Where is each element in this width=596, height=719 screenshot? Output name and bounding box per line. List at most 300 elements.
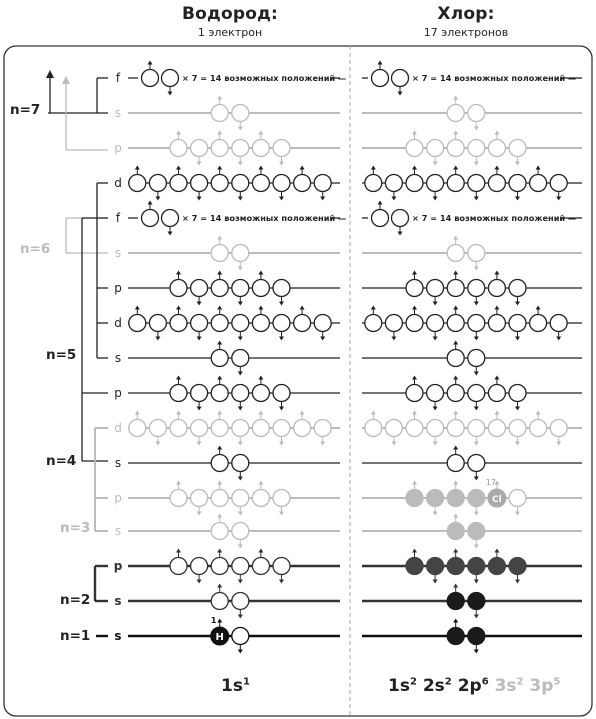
orbital-circle (427, 315, 444, 332)
orbital-circle (142, 70, 159, 87)
orbital-circle (232, 140, 249, 157)
orbital-circle (211, 140, 228, 157)
orbital-circle (211, 558, 228, 575)
orbital-circle (294, 175, 311, 192)
spin-arrowhead (238, 615, 243, 619)
orbital-circle (162, 70, 179, 87)
orbital-circle (447, 350, 464, 367)
orbital-circle (232, 523, 249, 540)
spin-arrowhead (391, 197, 396, 201)
orbital-circle (447, 455, 464, 472)
orbital-circle (509, 385, 526, 402)
orbital-circle (530, 315, 547, 332)
sublevel-label: f (115, 211, 121, 225)
shell-label: n=7 (10, 102, 41, 118)
spin-arrowhead (378, 201, 383, 205)
orbital-circle (232, 455, 249, 472)
spin-arrowhead (320, 442, 325, 446)
orbital-circle (427, 490, 444, 507)
orbital-circle (252, 140, 269, 157)
spin-arrowhead (238, 512, 243, 516)
orbital-circle (191, 175, 208, 192)
orbital-circle (427, 420, 444, 437)
spin-arrowhead (217, 584, 222, 588)
shell-label: n=4 (46, 453, 77, 469)
spin-arrowhead (168, 232, 173, 236)
spin-arrowhead (197, 302, 202, 306)
orbital-circle (211, 385, 228, 402)
sublevel-label: p (114, 281, 122, 295)
sublevel-label: p (114, 491, 122, 505)
orbital-circle (372, 70, 389, 87)
spin-arrowhead (217, 514, 222, 518)
spin-arrowhead (258, 549, 263, 553)
spin-arrowhead (433, 407, 438, 411)
orbital-circle (170, 385, 187, 402)
hydrogen-subtitle: 1 электрон (197, 26, 263, 39)
orbital-circle (211, 175, 228, 192)
spin-arrowhead (279, 337, 284, 341)
spin-arrowhead (279, 442, 284, 446)
chlorine-config-exp: 5 (553, 676, 561, 688)
spin-arrowhead (515, 197, 520, 201)
spin-arrowhead (556, 197, 561, 201)
spin-arrowhead (217, 376, 222, 380)
spin-arrowhead (453, 514, 458, 518)
spin-arrowhead (474, 162, 479, 166)
orbital-circle (232, 105, 249, 122)
spin-arrowhead (398, 232, 403, 236)
orbital-circle (447, 558, 464, 575)
spin-arrowhead (217, 236, 222, 240)
spin-arrowhead (515, 442, 520, 446)
orbital-circle (468, 593, 485, 610)
orbital-circle (129, 420, 146, 437)
orbital-circle (252, 420, 269, 437)
orbital-circle (211, 280, 228, 297)
orbital-circle (509, 420, 526, 437)
chlorine-config-term: $3s^2$ (494, 676, 524, 696)
orbital-circle (211, 105, 228, 122)
shell-label: n=2 (60, 592, 91, 608)
orbital-circle (427, 385, 444, 402)
spin-arrowhead (453, 376, 458, 380)
shell-label: n=5 (46, 347, 77, 363)
spin-arrowhead (433, 512, 438, 516)
orbital-circle (252, 490, 269, 507)
spin-arrowhead (412, 131, 417, 135)
spin-arrowhead (556, 337, 561, 341)
orbital-circle (509, 558, 526, 575)
sublevel-label: p (114, 386, 122, 400)
orbital-circle (191, 280, 208, 297)
spin-arrowhead (474, 580, 479, 584)
chlorine-config-term: $2p^6$ (457, 676, 489, 696)
orbital-circle (447, 523, 464, 540)
spin-arrowhead (412, 411, 417, 415)
spin-arrowhead (217, 411, 222, 415)
orbital-circle (129, 175, 146, 192)
orbital-circle (447, 280, 464, 297)
spin-arrowhead (197, 162, 202, 166)
spin-arrowhead (135, 306, 140, 310)
spin-arrowhead (155, 197, 160, 201)
orbital-circle (447, 420, 464, 437)
orbital-circle (232, 593, 249, 610)
spin-arrowhead (556, 442, 561, 446)
spin-arrowhead (258, 411, 263, 415)
spin-arrowhead (474, 545, 479, 549)
chlorine-config-term: $3p^5$ (529, 676, 561, 696)
orbital-circle (252, 175, 269, 192)
orbital-circle (468, 140, 485, 157)
orbital-circle (211, 593, 228, 610)
orbital-circle (468, 245, 485, 262)
orbital-circle (232, 385, 249, 402)
orbital-circle (273, 420, 290, 437)
spin-arrowhead (217, 271, 222, 275)
spin-arrowhead (217, 549, 222, 553)
spin-arrowhead (391, 442, 396, 446)
spin-arrowhead (197, 197, 202, 201)
spin-arrowhead (238, 580, 243, 584)
sublevel-label: s (114, 351, 122, 365)
orbital-circle (191, 140, 208, 157)
orbital-circle (447, 490, 464, 507)
orbital-circle (252, 280, 269, 297)
orbital-circle (273, 175, 290, 192)
sublevel-label: s (114, 456, 122, 470)
orbital-circle (314, 315, 331, 332)
sublevel-label: d (114, 316, 122, 330)
spin-arrowhead (197, 442, 202, 446)
spin-arrowhead (258, 166, 263, 170)
spin-arrowhead (412, 271, 417, 275)
orbital-circle (211, 455, 228, 472)
spin-arrowhead (320, 197, 325, 201)
spin-arrowhead (148, 201, 153, 205)
orbital-circle (427, 175, 444, 192)
orbital-circle (447, 315, 464, 332)
spin-arrowhead (238, 442, 243, 446)
orbital-circle (392, 70, 409, 87)
orbital-circle (550, 315, 567, 332)
orbital-circle (170, 490, 187, 507)
shell-label: n=1 (60, 628, 91, 644)
sublevel-label: d (114, 421, 122, 435)
orbital-circle (468, 175, 485, 192)
spin-arrowhead (515, 302, 520, 306)
spin-arrowhead (494, 411, 499, 415)
spin-arrowhead (398, 92, 403, 96)
orbital-circle (550, 175, 567, 192)
orbital-circle (211, 490, 228, 507)
sublevel-label: s (114, 106, 122, 120)
orbital-circle (273, 490, 290, 507)
orbital-circle (447, 140, 464, 157)
orbital-circle (294, 315, 311, 332)
orbital-circle (232, 628, 249, 645)
spin-arrowhead (515, 580, 520, 584)
spin-arrowhead (453, 131, 458, 135)
spin-arrowhead (536, 411, 541, 415)
chlorine-config-exp: 2 (444, 676, 452, 688)
orbital-circle (232, 315, 249, 332)
orbital-circle (385, 315, 402, 332)
spin-arrowhead (155, 442, 160, 446)
spin-arrowhead (371, 306, 376, 310)
orbital-circle (530, 420, 547, 437)
spin-arrowhead (238, 197, 243, 201)
orbital-circle (273, 140, 290, 157)
spin-arrowhead (258, 376, 263, 380)
orbital-circle (314, 420, 331, 437)
orbital-circle (314, 175, 331, 192)
spin-arrowhead (474, 197, 479, 201)
spin-arrowhead (474, 372, 479, 376)
orbital-circle (149, 315, 166, 332)
sublevel-label: f (115, 71, 121, 85)
spin-arrowhead (453, 271, 458, 275)
hydrogen-config-term: 1s (221, 676, 243, 696)
orbital-circle (365, 420, 382, 437)
spin-arrowhead (453, 481, 458, 485)
hydrogen-title: Водород: (181, 4, 279, 24)
spin-arrowhead (433, 442, 438, 446)
orbital-circle (211, 523, 228, 540)
spin-arrowhead (536, 166, 541, 170)
orbital-circle (468, 490, 485, 507)
shell-label: n=6 (20, 241, 51, 257)
spin-arrowhead (453, 619, 458, 623)
spin-arrowhead (279, 512, 284, 516)
spin-arrowhead (217, 166, 222, 170)
spin-arrowhead (176, 481, 181, 485)
orbital-circle (170, 558, 187, 575)
spin-arrowhead (378, 61, 383, 65)
spin-arrowhead (494, 306, 499, 310)
orbital-circle (191, 385, 208, 402)
orbital-circle (427, 280, 444, 297)
spin-arrowhead (474, 442, 479, 446)
orbital-circle (170, 420, 187, 437)
orbital-circle (488, 385, 505, 402)
orbital-circle (365, 175, 382, 192)
orbital-circle (142, 210, 159, 227)
spin-arrowhead (238, 127, 243, 131)
orbital-circle (392, 210, 409, 227)
orbital-circle (509, 315, 526, 332)
spin-arrowhead (197, 407, 202, 411)
orbital-circle (149, 420, 166, 437)
orbital-circle (232, 245, 249, 262)
orbital-circle (385, 420, 402, 437)
orbital-circle (406, 175, 423, 192)
spin-arrowhead (433, 337, 438, 341)
spin-arrowhead (217, 306, 222, 310)
spin-arrowhead (217, 341, 222, 345)
chlorine-config-exp: 6 (481, 676, 489, 688)
chlorine-title: Хлор: (437, 4, 495, 24)
spin-arrowhead (453, 166, 458, 170)
spin-arrowhead (258, 306, 263, 310)
orbital-circle (468, 315, 485, 332)
spin-arrowhead (412, 306, 417, 310)
orbital-circle (191, 420, 208, 437)
spin-arrowhead (453, 236, 458, 240)
spin-arrowhead (135, 411, 140, 415)
spin-arrowhead (515, 407, 520, 411)
chlorine-symbol: Cl (492, 495, 502, 505)
spin-arrowhead (197, 512, 202, 516)
hydrogen-configuration (221, 676, 250, 696)
spin-arrowhead (433, 197, 438, 201)
orbital-circle (252, 558, 269, 575)
orbital-circle (252, 315, 269, 332)
spin-arrowhead (515, 337, 520, 341)
spin-arrowhead (238, 267, 243, 271)
spin-arrowhead (279, 580, 284, 584)
spin-arrowhead (238, 372, 243, 376)
orbital-circle (273, 315, 290, 332)
orbital-circle (170, 175, 187, 192)
orbital-circle (488, 420, 505, 437)
spin-arrowhead (238, 545, 243, 549)
chlorine-config-exp: 2 (516, 676, 524, 688)
orbital-circle (550, 420, 567, 437)
orbital-circle (170, 140, 187, 157)
chlorine-number: 17 (485, 478, 496, 487)
orbital-circle (427, 558, 444, 575)
orbital-circle (232, 175, 249, 192)
spin-arrowhead (494, 376, 499, 380)
spin-arrowhead (176, 376, 181, 380)
hydrogen-symbol: H (215, 632, 224, 643)
sublevel-label: s (114, 594, 122, 608)
spin-arrowhead (474, 127, 479, 131)
orbital-circle (232, 490, 249, 507)
orbital-circle (170, 315, 187, 332)
spin-arrowhead (300, 306, 305, 310)
orbital-circle (406, 558, 423, 575)
spin-arrowhead (197, 580, 202, 584)
spin-arrowhead (217, 481, 222, 485)
orbital-circle (211, 420, 228, 437)
orbital-circle (191, 558, 208, 575)
sublevel-label: s (114, 629, 122, 643)
orbital-circle (211, 245, 228, 262)
spin-arrowhead (474, 302, 479, 306)
spin-arrowhead (536, 306, 541, 310)
sublevel-label: p (113, 559, 123, 573)
spin-arrowhead (217, 131, 222, 135)
orbital-circle (211, 350, 228, 367)
orbital-circle (149, 175, 166, 192)
orbital-circle (447, 245, 464, 262)
orbital-circle (509, 280, 526, 297)
spin-arrowhead (453, 341, 458, 345)
spin-arrowhead (494, 549, 499, 553)
spin-arrowhead (515, 512, 520, 516)
orbital-circle (468, 455, 485, 472)
spin-arrowhead (494, 271, 499, 275)
orbital-circle (232, 350, 249, 367)
spin-arrowhead (433, 580, 438, 584)
spin-arrowhead (217, 446, 222, 450)
spin-arrowhead (494, 131, 499, 135)
spin-arrowhead (176, 306, 181, 310)
orbital-circle (447, 593, 464, 610)
spin-arrowhead (176, 411, 181, 415)
spin-arrowhead (453, 446, 458, 450)
spin-arrowhead (412, 376, 417, 380)
spin-arrowhead (217, 619, 222, 623)
spin-arrowhead (515, 162, 520, 166)
spin-arrowhead (453, 306, 458, 310)
spin-arrowhead (238, 302, 243, 306)
spin-arrowhead (474, 512, 479, 516)
orbital-circle (468, 628, 485, 645)
spin-arrowhead (176, 131, 181, 135)
spin-arrowhead (474, 615, 479, 619)
spin-arrowhead (300, 411, 305, 415)
spin-arrowhead (258, 481, 263, 485)
shell-label: n=3 (60, 520, 91, 536)
orbital-circle (488, 315, 505, 332)
orbital-circle (372, 210, 389, 227)
orbital-circle (385, 175, 402, 192)
orbital-circle (509, 490, 526, 507)
spin-arrowhead (258, 131, 263, 135)
orbital-circle (447, 385, 464, 402)
hydrogen-number: 1 (210, 616, 217, 625)
spin-arrowhead (433, 302, 438, 306)
orbital-circle (488, 140, 505, 157)
orbital-circle (273, 385, 290, 402)
spin-arrowhead (238, 650, 243, 654)
chlorine-config-term: $1s^2$ (388, 676, 417, 696)
spin-arrowhead (474, 267, 479, 271)
spin-arrowhead (238, 162, 243, 166)
spin-arrowhead (474, 407, 479, 411)
spin-arrowhead (279, 302, 284, 306)
spin-arrowhead (176, 271, 181, 275)
spin-arrowhead (474, 337, 479, 341)
sublevel-label: s (114, 524, 122, 538)
spin-arrowhead (155, 337, 160, 341)
spin-arrowhead (494, 166, 499, 170)
orbital-circle (468, 350, 485, 367)
orbital-circle (232, 280, 249, 297)
orbital-circle (273, 280, 290, 297)
orbital-circle (252, 385, 269, 402)
spin-arrowhead (453, 549, 458, 553)
orbital-circle (488, 280, 505, 297)
chlorine-configuration (388, 676, 560, 696)
spin-arrowhead (238, 477, 243, 481)
hydrogen-config-exp: 1 (242, 676, 250, 688)
spin-arrowhead (176, 166, 181, 170)
spin-arrowhead (412, 166, 417, 170)
f-orbital-note: × 7 = 14 возможных положений — (412, 213, 577, 223)
orbital-circle (232, 420, 249, 437)
orbital-circle (129, 315, 146, 332)
spin-arrowhead (371, 411, 376, 415)
spin-arrowhead (148, 61, 153, 65)
orbital-circle (406, 315, 423, 332)
orbital-circle (468, 420, 485, 437)
orbital-circle (447, 105, 464, 122)
